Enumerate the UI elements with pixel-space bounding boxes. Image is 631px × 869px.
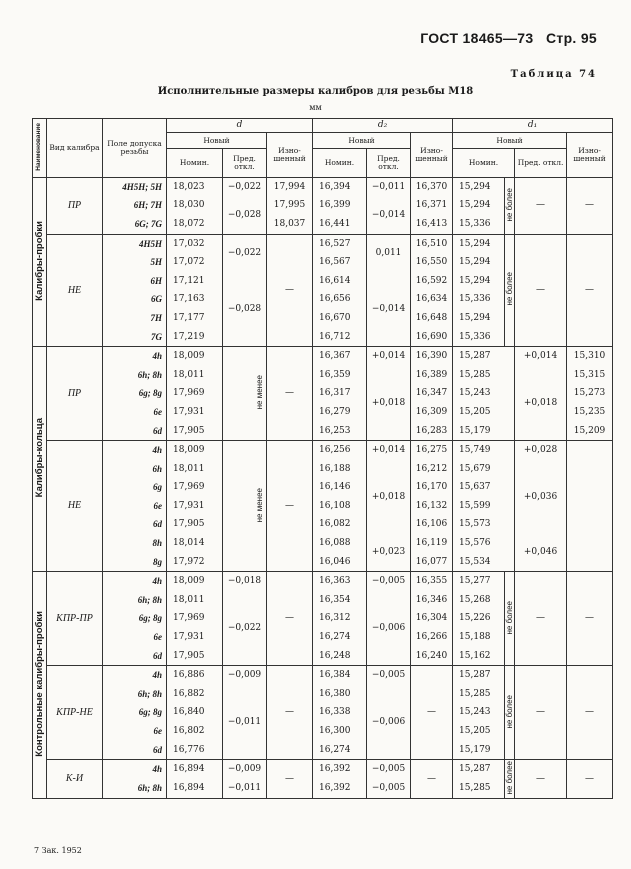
d2-deviation: −0,011 <box>367 178 411 197</box>
tolerance-field: 4h <box>103 441 167 460</box>
d1-new-header: Новый <box>453 133 567 149</box>
d1-nominal: 15,294 <box>453 272 505 291</box>
d-nominal: 17,072 <box>167 253 223 272</box>
d2-nominal: 16,441 <box>313 215 367 234</box>
d1-nominal: 15,294 <box>453 197 505 216</box>
d-nominal: 18,023 <box>167 178 223 197</box>
d2-new-header: Новый <box>313 133 411 149</box>
d-new-header: Новый <box>167 133 267 149</box>
table-row <box>33 441 613 460</box>
d2-nominal: 16,088 <box>313 534 367 553</box>
d-nominal: 17,177 <box>167 309 223 328</box>
d1-nominal: 15,205 <box>453 403 515 422</box>
d2-nominal: 16,367 <box>313 347 367 366</box>
d1-nominal: 15,277 <box>453 572 505 591</box>
tolerance-field: 6h; 8h <box>103 779 167 798</box>
d2-worn: 16,648 <box>411 309 453 328</box>
tolerance-field: 5H <box>103 253 167 272</box>
table-row <box>33 234 613 253</box>
d2-worn: 16,370 <box>411 178 453 197</box>
d2-nominal: 16,046 <box>313 553 367 572</box>
d-nominal: 17,032 <box>167 234 223 253</box>
tolerance-field: 4H5H; 5H <box>103 178 167 197</box>
d1-nom-header: Номин. <box>453 149 515 178</box>
d2-deviation: +0,018 <box>367 460 411 534</box>
d2-worn: 16,390 <box>411 347 453 366</box>
d-nominal: 18,030 <box>167 197 223 216</box>
d2-worn: 16,077 <box>411 553 453 572</box>
d2-nominal: 16,392 <box>313 779 367 798</box>
d-deviation: −0,022 <box>223 591 267 666</box>
d1-nominal: 15,179 <box>453 422 515 441</box>
col-field-header: Поле допуска резьбы <box>103 119 167 178</box>
d-deviation-worn <box>267 441 313 572</box>
d2-nominal: 16,338 <box>313 704 367 723</box>
d1-deviation: +0,014 <box>515 347 567 366</box>
d-deviation: −0,011 <box>223 685 267 760</box>
d1-nominal: 15,243 <box>453 704 505 723</box>
d2-deviation: +0,014 <box>367 347 411 366</box>
tolerance-field: 6d <box>103 647 167 666</box>
d2-worn: 16,275 <box>411 441 453 460</box>
d1-deviation: +0,036 <box>515 460 567 534</box>
d1-worn: 15,315 <box>567 366 613 385</box>
page-number: Стр. 95 <box>546 30 597 46</box>
d2-worn: 16,389 <box>411 366 453 385</box>
d1-nominal: 15,294 <box>453 178 505 197</box>
d-nominal: 16,894 <box>167 779 223 798</box>
table-row <box>33 460 613 479</box>
d-worn: — <box>267 572 313 666</box>
d2-worn: 16,132 <box>411 497 453 516</box>
d2-nominal: 16,363 <box>313 572 367 591</box>
d1-worn: — <box>567 760 613 798</box>
d2-nominal: 16,248 <box>313 647 367 666</box>
d1-worn: — <box>567 234 613 347</box>
d-worn-header: Изно-шенный <box>267 133 313 178</box>
d1-nominal: 15,285 <box>453 366 515 385</box>
d1-nominal: 15,294 <box>453 309 505 328</box>
d-nominal: 18,014 <box>167 534 223 553</box>
d2-deviation: −0,006 <box>367 591 411 666</box>
d2-deviation: −0,005 <box>367 779 411 798</box>
d-nominal: 16,894 <box>167 760 223 779</box>
d2-nominal: 16,527 <box>313 234 367 253</box>
d2-deviation: −0,005 <box>367 572 411 591</box>
tolerance-field: 6g; 8g <box>103 610 167 629</box>
tolerance-field: 4H5H <box>103 234 167 253</box>
d2-worn: 16,240 <box>411 647 453 666</box>
gauge-kind: НЕ <box>47 441 103 572</box>
d2-nominal: 16,380 <box>313 685 367 704</box>
d2-deviation: −0,005 <box>367 666 411 685</box>
d1-limit-note: не более <box>505 234 515 347</box>
tolerance-field: 7H <box>103 309 167 328</box>
d2-worn: — <box>411 760 453 798</box>
d2-worn: 16,634 <box>411 291 453 310</box>
d2-worn: 16,346 <box>411 591 453 610</box>
d1-limit-note: не более <box>505 572 515 666</box>
tolerance-field: 8h <box>103 534 167 553</box>
d2-deviation: +0,014 <box>367 441 411 460</box>
d1-deviation: — <box>515 572 567 666</box>
d-deviation: — <box>285 500 294 511</box>
d-deviation-worn <box>267 347 313 441</box>
tolerance-field: 4h <box>103 760 167 779</box>
d1-deviation: +0,018 <box>515 366 567 441</box>
d1-worn: — <box>567 178 613 235</box>
d1-worn: — <box>567 666 613 760</box>
d2-nominal: 16,253 <box>313 422 367 441</box>
d-nominal: 16,776 <box>167 741 223 760</box>
d-nominal: 17,969 <box>167 385 223 404</box>
d-nominal: 18,009 <box>167 347 223 366</box>
d2-nominal: 16,670 <box>313 309 367 328</box>
d2-worn: 16,347 <box>411 385 453 404</box>
d-nominal: 16,802 <box>167 722 223 741</box>
tolerance-field: 6h; 8h <box>103 366 167 385</box>
d2-nominal: 16,399 <box>313 197 367 216</box>
tolerance-field: 6d <box>103 741 167 760</box>
d-nominal: 17,905 <box>167 422 223 441</box>
d1-worn: 15,273 <box>567 385 613 404</box>
d2-worn: 16,690 <box>411 328 453 347</box>
d-dev-header: Пред. откл. <box>223 149 267 178</box>
d-deviation: −0,011 <box>223 779 267 798</box>
d1-nominal: 15,294 <box>453 253 505 272</box>
tolerance-field: 6e <box>103 722 167 741</box>
tolerance-field: 6g; 8g <box>103 385 167 404</box>
d2-deviation: −0,005 <box>367 760 411 779</box>
d1-nominal: 15,243 <box>453 385 515 404</box>
gauge-kind: ПР <box>47 347 103 441</box>
tolerance-field: 8g <box>103 553 167 572</box>
d-worn: — <box>267 234 313 347</box>
d1-worn: 15,209 <box>567 422 613 441</box>
d-limit-note: не менее <box>223 441 267 572</box>
d2-nominal: 16,354 <box>313 591 367 610</box>
d2-nominal: 16,656 <box>313 291 367 310</box>
d2-nominal: 16,279 <box>313 403 367 422</box>
d2-worn: 16,212 <box>411 460 453 479</box>
d2-deviation: 0,011 <box>367 234 411 272</box>
table-row <box>33 534 613 553</box>
d-nominal: 16,840 <box>167 704 223 723</box>
tolerance-field: 4h <box>103 666 167 685</box>
d1-deviation: — <box>515 178 567 235</box>
group-label: Калибры-пробки <box>33 178 47 347</box>
d2-deviation: −0,014 <box>367 197 411 235</box>
d2-nominal: 16,384 <box>313 666 367 685</box>
d-nominal: 17,905 <box>167 516 223 535</box>
d2-nominal: 16,712 <box>313 328 367 347</box>
tolerance-field: 4h <box>103 572 167 591</box>
d-deviation: −0,009 <box>223 666 267 685</box>
col-name-header: Наименование <box>33 119 47 178</box>
d-worn: 17,994 <box>267 178 313 197</box>
d1-worn-header: Изно-шенный <box>567 133 613 178</box>
d-nominal: 17,969 <box>167 610 223 629</box>
d2-worn: 16,309 <box>411 403 453 422</box>
d1-nominal: 15,749 <box>453 441 515 460</box>
d2-nominal: 16,394 <box>313 178 367 197</box>
tolerance-field: 6d <box>103 422 167 441</box>
d2-nominal: 16,317 <box>313 385 367 404</box>
d-deviation: −0,022 <box>223 178 267 197</box>
col-kind-header: Вид калибра <box>47 119 103 178</box>
tolerance-field: 6h; 8h <box>103 591 167 610</box>
d-deviation: −0,022 <box>223 234 267 272</box>
d1-deviation: — <box>515 234 567 347</box>
table-caption: Исполнительные размеры калибров для резьбы М18 <box>157 86 474 97</box>
tolerance-field: 6d <box>103 516 167 535</box>
d1-nominal: 15,336 <box>453 328 505 347</box>
d1-nominal: 15,336 <box>453 291 505 310</box>
d-nominal: 17,219 <box>167 328 223 347</box>
d2-nominal: 16,359 <box>313 366 367 385</box>
d2-worn: 16,283 <box>411 422 453 441</box>
d-nominal: 18,072 <box>167 215 223 234</box>
d2-dev-header: Пред. откл. <box>367 149 411 178</box>
d2-worn: 16,170 <box>411 479 453 498</box>
d-nominal: 17,931 <box>167 403 223 422</box>
d2-nominal: 16,274 <box>313 741 367 760</box>
d1-deviation: — <box>515 666 567 760</box>
d-deviation: −0,018 <box>223 572 267 591</box>
d2-nominal: 16,274 <box>313 628 367 647</box>
d2-nominal: 16,256 <box>313 441 367 460</box>
d-nominal: 16,882 <box>167 685 223 704</box>
d1-nominal: 15,336 <box>453 215 505 234</box>
d-deviation: −0,028 <box>223 272 267 347</box>
d-worn: 18,037 <box>267 215 313 234</box>
d2-nominal: 16,300 <box>313 722 367 741</box>
d-worn: — <box>267 666 313 760</box>
d-nominal: 18,009 <box>167 441 223 460</box>
d2-nominal: 16,567 <box>313 253 367 272</box>
d-nominal: 17,931 <box>167 628 223 647</box>
d1-nominal: 15,637 <box>453 479 515 498</box>
d1-nominal: 15,285 <box>453 779 505 798</box>
d1-nominal: 15,268 <box>453 591 505 610</box>
d-nominal: 17,969 <box>167 479 223 498</box>
d2-worn: 16,266 <box>411 628 453 647</box>
d-nominal: 17,972 <box>167 553 223 572</box>
d2-nom-header: Номин. <box>313 149 367 178</box>
gauge-kind: К-И <box>47 760 103 798</box>
col-d2-header: d₂ <box>313 119 453 133</box>
tolerance-field: 6h <box>103 460 167 479</box>
d1-worn <box>567 441 613 572</box>
tolerance-field: 6H <box>103 272 167 291</box>
d1-nominal: 15,287 <box>453 666 505 685</box>
tolerance-field: 6e <box>103 497 167 516</box>
d2-worn-header: Изно-шенный <box>411 133 453 178</box>
d-nominal: 18,011 <box>167 460 223 479</box>
d-deviation: −0,028 <box>223 197 267 235</box>
gauge-kind: КПР-НЕ <box>47 666 103 760</box>
d2-worn: 16,413 <box>411 215 453 234</box>
tolerance-field: 6G; 7G <box>103 215 167 234</box>
d1-nominal: 15,576 <box>453 534 515 553</box>
table-row <box>33 366 613 385</box>
d2-deviation: +0,023 <box>367 534 411 572</box>
d2-nominal: 16,188 <box>313 460 367 479</box>
page-footer: 7 Зак. 1952 <box>34 846 82 855</box>
d-nominal: 18,009 <box>167 572 223 591</box>
d1-worn: 15,310 <box>567 347 613 366</box>
d2-deviation: −0,014 <box>367 272 411 347</box>
group-label: Калибры-кольца <box>33 347 47 572</box>
d1-nominal: 15,285 <box>453 685 505 704</box>
d1-nominal: 15,205 <box>453 722 505 741</box>
d1-nominal: 15,294 <box>453 234 505 253</box>
d2-worn: 16,550 <box>411 253 453 272</box>
d1-limit-note: не более <box>505 760 515 798</box>
d2-nominal: 16,392 <box>313 760 367 779</box>
tolerance-field: 7G <box>103 328 167 347</box>
table-row <box>33 666 613 685</box>
d2-worn: 16,355 <box>411 572 453 591</box>
d-nominal: 17,931 <box>167 497 223 516</box>
d-nominal: 17,163 <box>167 291 223 310</box>
d1-nominal: 15,188 <box>453 628 505 647</box>
group-label: Контрольные калибры-пробки <box>33 572 47 798</box>
d2-worn: 16,106 <box>411 516 453 535</box>
d-nominal: 17,121 <box>167 272 223 291</box>
tolerance-field: 6h; 8h <box>103 685 167 704</box>
d2-worn: 16,304 <box>411 610 453 629</box>
d1-worn: 15,235 <box>567 403 613 422</box>
d1-nominal: 15,679 <box>453 460 515 479</box>
d-deviation: −0,009 <box>223 760 267 779</box>
table-row <box>33 178 613 197</box>
d2-worn: — <box>411 666 453 760</box>
d-nom-header: Номин. <box>167 149 223 178</box>
tolerance-field: 4h <box>103 347 167 366</box>
table-row <box>33 347 613 366</box>
tolerance-field: 6e <box>103 628 167 647</box>
d2-worn: 16,592 <box>411 272 453 291</box>
d2-nominal: 16,614 <box>313 272 367 291</box>
d1-nominal: 15,599 <box>453 497 515 516</box>
d1-nominal: 15,573 <box>453 516 515 535</box>
d1-nominal: 15,226 <box>453 610 505 629</box>
d-nominal: 18,011 <box>167 366 223 385</box>
d1-nominal: 15,287 <box>453 347 515 366</box>
d-nominal: 16,886 <box>167 666 223 685</box>
d-limit-note: не менее <box>223 347 267 441</box>
d-nominal: 17,905 <box>167 647 223 666</box>
d1-nominal: 15,534 <box>453 553 515 572</box>
d1-limit-note: не более <box>505 178 515 235</box>
calibre-table <box>32 118 613 799</box>
tolerance-field: 6g; 8g <box>103 704 167 723</box>
col-d1-header: d₁ <box>453 119 613 133</box>
d1-nominal: 15,287 <box>453 760 505 779</box>
d1-deviation: +0,046 <box>515 534 567 572</box>
d2-worn: 16,119 <box>411 534 453 553</box>
page-header <box>420 30 597 46</box>
tolerance-field: 6H; 7H <box>103 197 167 216</box>
standard-number: ГОСТ 18465—73 <box>420 30 534 46</box>
units-label: мм <box>309 103 322 112</box>
table-row <box>33 572 613 591</box>
d2-worn: 16,510 <box>411 234 453 253</box>
d2-worn: 16,371 <box>411 197 453 216</box>
gauge-kind: КПР-ПР <box>47 572 103 666</box>
d-worn: 17,995 <box>267 197 313 216</box>
d1-nominal: 15,162 <box>453 647 505 666</box>
d1-dev-header: Пред. откл. <box>515 149 567 178</box>
tolerance-field: 6G <box>103 291 167 310</box>
d-worn: — <box>267 760 313 798</box>
d2-deviation: +0,018 <box>367 366 411 441</box>
d2-deviation: −0,006 <box>367 685 411 760</box>
table-label: Таблица 74 <box>510 69 597 80</box>
gauge-kind: ПР <box>47 178 103 235</box>
d1-deviation: — <box>515 760 567 798</box>
gauge-kind: НЕ <box>47 234 103 347</box>
d2-nominal: 16,082 <box>313 516 367 535</box>
d1-deviation: +0,028 <box>515 441 567 460</box>
d-deviation: — <box>285 388 294 399</box>
table-row <box>33 760 613 779</box>
tolerance-field: 6g <box>103 479 167 498</box>
d1-worn: — <box>567 572 613 666</box>
d2-nominal: 16,108 <box>313 497 367 516</box>
d1-limit-note: не более <box>505 666 515 760</box>
d1-nominal: 15,179 <box>453 741 505 760</box>
col-d-header: d <box>167 119 313 133</box>
tolerance-field: 6e <box>103 403 167 422</box>
d-nominal: 18,011 <box>167 591 223 610</box>
d2-nominal: 16,146 <box>313 479 367 498</box>
d2-nominal: 16,312 <box>313 610 367 629</box>
